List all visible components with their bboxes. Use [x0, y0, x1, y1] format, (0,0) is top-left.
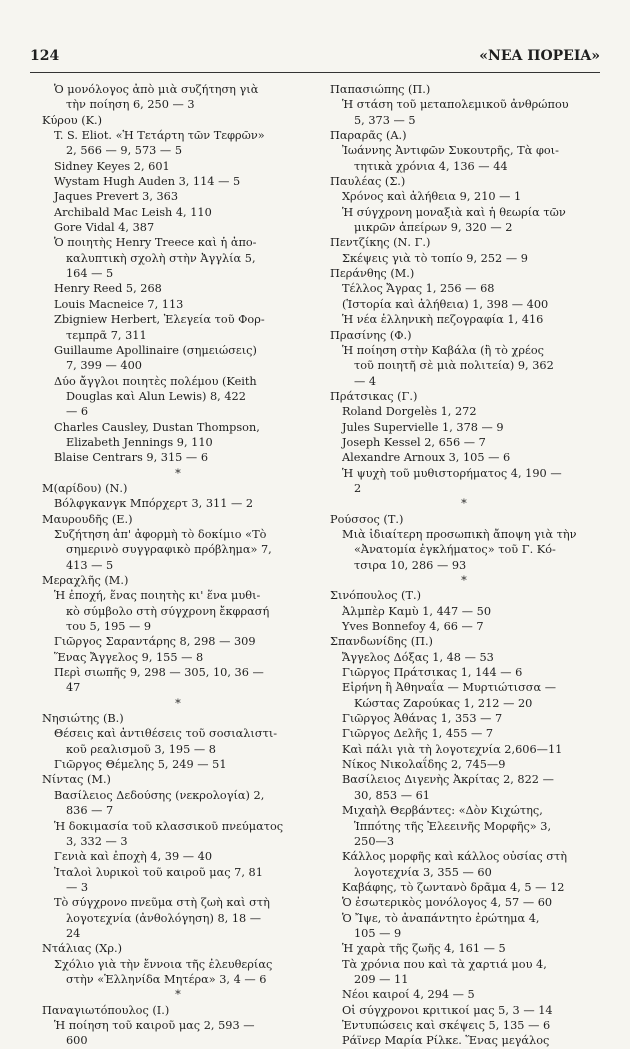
index-entry-continuation: σημερινὸ συγγραφικὸ πρόβλημα» 7,: [66, 543, 272, 557]
index-entry-continuation: 600: [66, 1034, 88, 1048]
author-heading: Κύρου (Κ.): [42, 113, 103, 127]
author-heading: Σπανδωνίδης (Π.): [330, 635, 433, 649]
index-entry: Καβάφης, τὸ ζωντανὸ δρᾶμα 4, 5 — 12: [342, 880, 565, 894]
index-entry-continuation: Ἱππότης τῆς Ἐλεεινῆς Μορφῆς» 3,: [354, 819, 552, 833]
index-entry-continuation: 2, 566 — 9, 573 — 5: [66, 144, 183, 158]
index-entry: Βασίλειος Διγενὴς Ἀκρίτας 2, 822 —: [342, 773, 554, 787]
author-heading: Παπασιώπης (Π.): [330, 83, 431, 96]
index-entry: Γιῶργος Πράτσικας 1, 144 — 6: [342, 666, 523, 680]
index-entry: Ἕνας Ἄγγελος 9, 155 — 8: [54, 650, 204, 664]
index-entry: Ἡ νέα ἑλληνικὴ πεζογραφία 1, 416: [342, 313, 544, 327]
index-entry: Ἀλμπὲρ Καμὺ 1, 447 — 50: [342, 604, 492, 618]
index-entry: Ἡ ποίηση τοῦ καιροῦ μας 2, 593 —: [54, 1018, 255, 1032]
index-entry-continuation: τσιρα 10, 286 — 93: [354, 558, 467, 572]
index-entry: Blaise Centrars 9, 315 — 6: [54, 451, 209, 465]
index-entry-continuation: — 4: [354, 374, 377, 388]
index-entry: Εἰρήνη ἢ Ἀθηναΐα — Μυρτιώτισσα —: [342, 681, 557, 695]
index-entry: Ἡ ποίηση στὴν Καβάλα (ἢ τὸ χρέος: [342, 343, 544, 357]
index-entry: Guillaume Apollinaire (σημειώσεις): [54, 343, 257, 357]
index-entry-continuation: 3, 332 — 3: [66, 834, 128, 848]
index-entry: Δύο ἄγγλοι ποιητὲς πολέμου (Keith: [54, 374, 257, 388]
index-entry-continuation: κοῦ ρεαλισμοῦ 3, 195 — 8: [66, 742, 216, 756]
section-separator: *: [175, 696, 181, 710]
index-entry: Ἐντυπώσεις καὶ σκέψεις 5, 135 — 6: [342, 1018, 551, 1032]
index-column-left: [42, 82, 314, 1049]
author-heading: Μ(αρίδου) (Ν.): [42, 481, 128, 495]
index-entry: Γιῶργος Σαραντάρης 8, 298 — 309: [54, 635, 256, 649]
index-entry: Wystam Hugh Auden 3, 114 — 5: [54, 175, 241, 189]
index-entry: Συζήτηση ἀπ' ἀφορμὴ τὸ δοκίμιο «Τὸ: [54, 527, 267, 541]
index-entry: Ἡ ἐποχή, ἕνας ποιητὴς κι' ἕνα μυθι-: [54, 589, 261, 603]
index-entry: Gore Vidal 4, 387: [54, 221, 155, 235]
author-heading: Πεντζίκης (Ν. Γ.): [330, 236, 431, 250]
index-entry-continuation: 164 — 5: [66, 267, 114, 281]
index-entry: Roland Dorgelès 1, 272: [342, 405, 477, 419]
index-entry-continuation: τοῦ ποιητῆ σὲ μιὰ πολιτεία) 9, 362: [354, 359, 554, 373]
index-entry-continuation: στὴν «Ἑλληνίδα Μητέρα» 3, 4 — 6: [66, 972, 267, 986]
page-header: [30, 48, 600, 70]
author-heading: Μαυρουδῆς (Ε.): [42, 512, 133, 526]
index-entry: Zbigniew Herbert, Ἐλεγεία τοῦ Φορ-: [54, 313, 265, 327]
index-entry: Ἡ χαρὰ τῆς ζωῆς 4, 161 — 5: [342, 942, 506, 956]
index-entry: Ὁ ποιητὴς Henry Treece καὶ ἡ ἀπο-: [54, 236, 257, 250]
index-entry: Ἰταλοὶ λυρικοὶ τοῦ καιροῦ μας 7, 81: [54, 865, 263, 879]
author-heading: Ρούσσος (Τ.): [330, 512, 404, 526]
index-entry-continuation: τὴν ποίηση 6, 250 — 3: [66, 98, 195, 112]
index-entry-continuation: τεμπρᾶ 7, 311: [66, 328, 147, 342]
index-entry: Νίκος Νικολαΐδης 2, 745—9: [342, 758, 506, 772]
index-entry-continuation: καλυπτικὴ σχολὴ στὴν Ἀγγλία 5,: [66, 251, 256, 265]
index-entry-continuation: μικρῶν ἀπείρων 9, 320 — 2: [354, 221, 513, 235]
index-entry: Γενιὰ καὶ ἐποχὴ 4, 39 — 40: [54, 850, 213, 864]
index-entry-continuation: λογοτεχνία 3, 355 — 60: [354, 865, 492, 879]
page-number: 124: [30, 48, 60, 64]
index-entry: Ὁ μονόλογος ἀπὸ μιὰ συζήτηση γιὰ: [54, 83, 259, 96]
index-entry: Μιὰ ἰδιαίτερη προσωπικὴ ἄποψη γιὰ τὴν: [342, 527, 577, 541]
section-separator: *: [175, 466, 181, 480]
index-entry-continuation: 250—3: [354, 834, 395, 848]
author-heading: Παραρᾶς (Α.): [330, 129, 407, 143]
index-entry: Ράϊνερ Μαρία Ρίλκε. Ἕνας μεγάλος: [342, 1034, 550, 1048]
index-entry: Ἡ σύγχρονη μοναξιὰ καὶ ἡ θεωρία τῶν: [342, 205, 566, 219]
index-entry-continuation: 105 — 9: [354, 926, 402, 940]
section-separator: *: [175, 988, 181, 1002]
index-entry-continuation: «Ἀνατομία ἐγκλήματος» τοῦ Γ. Κό-: [354, 543, 556, 557]
index-entry: Κάλλος μορφῆς καὶ κάλλος οὐσίας στὴ: [342, 850, 568, 864]
index-entry: Louis Macneice 7, 113: [54, 297, 184, 311]
index-entry: Σκέψεις γιὰ τὸ τοπίο 9, 252 — 9: [342, 251, 528, 265]
index-entry: Ἡ στάση τοῦ μεταπολεμικοῦ ἀνθρώπου: [342, 98, 569, 112]
index-entry-continuation: 24: [66, 926, 81, 940]
index-entry-continuation: τητικὰ χρόνια 4, 136 — 44: [354, 159, 508, 173]
author-heading: Νησιώτης (Β.): [42, 712, 124, 726]
author-heading: Παναγιωτόπουλος (Ι.): [42, 1003, 170, 1017]
index-entry-continuation: 836 — 7: [66, 804, 114, 818]
index-entry-continuation: 413 — 5: [66, 558, 114, 572]
index-entry: Βόλφγκανγκ Μπόρχερτ 3, 311 — 2: [54, 497, 254, 511]
index-entry: Joseph Kessel 2, 656 — 7: [342, 435, 486, 449]
index-entry: Γιῶργος Δελῆς 1, 455 — 7: [342, 727, 494, 741]
index-entry-continuation: 2: [354, 481, 362, 495]
index-entry: Henry Reed 5, 268: [54, 282, 162, 296]
index-entry: Οἱ σύγχρονοι κριτικοί μας 5, 3 — 14: [342, 1003, 553, 1017]
index-entry: Τὰ χρόνια που καὶ τὰ χαρτιά μου 4,: [342, 957, 547, 971]
author-heading: Ντάλιας (Χρ.): [42, 942, 122, 956]
index-entry: Νέοι καιροί 4, 294 — 5: [342, 988, 475, 1002]
index-entry-continuation: 30, 853 — 61: [354, 788, 430, 802]
index-entry-continuation: Elizabeth Jennings 9, 110: [66, 435, 213, 449]
index-entry: Ἡ δοκιμασία τοῦ κλασσικοῦ πνεύματος: [54, 819, 284, 833]
index-entry-continuation: του 5, 195 — 9: [66, 620, 152, 634]
index-entry-continuation: κὸ σύμβολο στὴ σύγχρονη ἔκφρασή: [66, 604, 270, 618]
index-entry: Καὶ πάλι γιὰ τὴ λογοτεχνία 2,606—11: [342, 742, 563, 756]
index-entry: Μιχαὴλ Θερβάντες: «Δὸν Κιχώτης,: [342, 804, 543, 818]
index-entry: (Ἱστορία καὶ ἀλήθεια) 1, 398 — 400: [342, 297, 549, 311]
journal-title: «ΝΕΑ ΠΟΡΕΙΑ»: [479, 48, 600, 64]
author-heading: Πρασίνης (Φ.): [330, 328, 412, 342]
index-entry: Γιῶργος Ἀθάνας 1, 353 — 7: [342, 712, 503, 726]
header-rule: [30, 72, 600, 73]
index-entry: Jules Supervielle 1, 378 — 9: [342, 420, 504, 434]
index-entry-continuation: — 3: [66, 880, 89, 894]
author-heading: Μεραχλῆς (Μ.): [42, 574, 129, 587]
index-entry: Ὁ ἐσωτερικὸς μονόλογος 4, 57 — 60: [342, 896, 553, 910]
section-separator: *: [461, 497, 467, 511]
author-heading: Περάνθης (Μ.): [330, 267, 415, 281]
index-entry: Γιῶργος Θέμελης 5, 249 — 51: [54, 758, 227, 772]
index-entry: Τὸ σύγχρονο πνεῦμα στὴ ζωὴ καὶ στὴ: [54, 896, 270, 910]
index-entry-continuation: 5, 373 — 5: [354, 113, 416, 127]
index-entry-continuation: Douglas καὶ Alun Lewis) 8, 422: [66, 389, 246, 403]
index-column-right: [330, 82, 598, 1049]
index-entry-continuation: Κώστας Ζαρούκας 1, 212 — 20: [354, 696, 533, 710]
index-entry: Yves Bonnefoy 4, 66 — 7: [342, 620, 484, 634]
index-entry: Χρόνος καὶ ἀλήθεια 9, 210 — 1: [342, 190, 522, 204]
index-entry: Σχόλιο γιὰ τὴν ἔννοια τῆς ἐλευθερίας: [54, 957, 273, 971]
author-heading: Σινόπουλος (Τ.): [330, 589, 421, 603]
author-heading: Πράτσικας (Γ.): [330, 389, 418, 403]
index-entry-continuation: 7, 399 — 400: [66, 359, 142, 373]
index-entry: Τέλλος Ἄγρας 1, 256 — 68: [342, 282, 495, 296]
index-entry-continuation: λογοτεχνία (ἀνθολόγηση) 8, 18 —: [66, 911, 262, 925]
index-entry: Βασίλειος Δεδούσης (νεκρολογία) 2,: [54, 788, 265, 802]
index-entry: Περὶ σιωπῆς 9, 298 — 305, 10, 36 —: [54, 666, 264, 680]
index-entry: Ἄγγελος Δόξας 1, 48 — 53: [342, 650, 494, 664]
index-entry: Ὁ Ἴψε, τὸ ἀναπάντητο ἐρώτημα 4,: [342, 911, 540, 925]
index-entry: T. S. Eliot. «Ἡ Τετάρτη τῶν Τεφρῶν»: [54, 129, 265, 143]
index-entry: Θέσεις καὶ ἀντιθέσεις τοῦ σοσιαλιστι-: [54, 727, 278, 741]
index-entry: Sidney Keyes 2, 601: [54, 159, 170, 173]
index-entry-continuation: 47: [66, 681, 81, 695]
index-entry: Jaques Prevert 3, 363: [54, 190, 179, 204]
author-heading: Νίντας (Μ.): [42, 773, 111, 787]
index-entry-continuation: 209 — 11: [354, 972, 409, 986]
index-entry: Ἡ ψυχὴ τοῦ μυθιστορήματος 4, 190 —: [342, 466, 562, 480]
index-entry: Charles Causley, Dustan Thompson,: [54, 420, 260, 434]
index-entry: Alexandre Arnoux 3, 105 — 6: [342, 451, 511, 465]
section-separator: *: [461, 574, 467, 587]
index-entry-continuation: — 6: [66, 405, 89, 419]
index-entry: Archibald Mac Leish 4, 110: [54, 205, 212, 219]
index-entry: Ἰωάννης Ἀντιφῶν Συκουτρῆς, Τὰ φοι-: [342, 144, 559, 158]
author-heading: Παυλέας (Σ.): [330, 175, 406, 189]
